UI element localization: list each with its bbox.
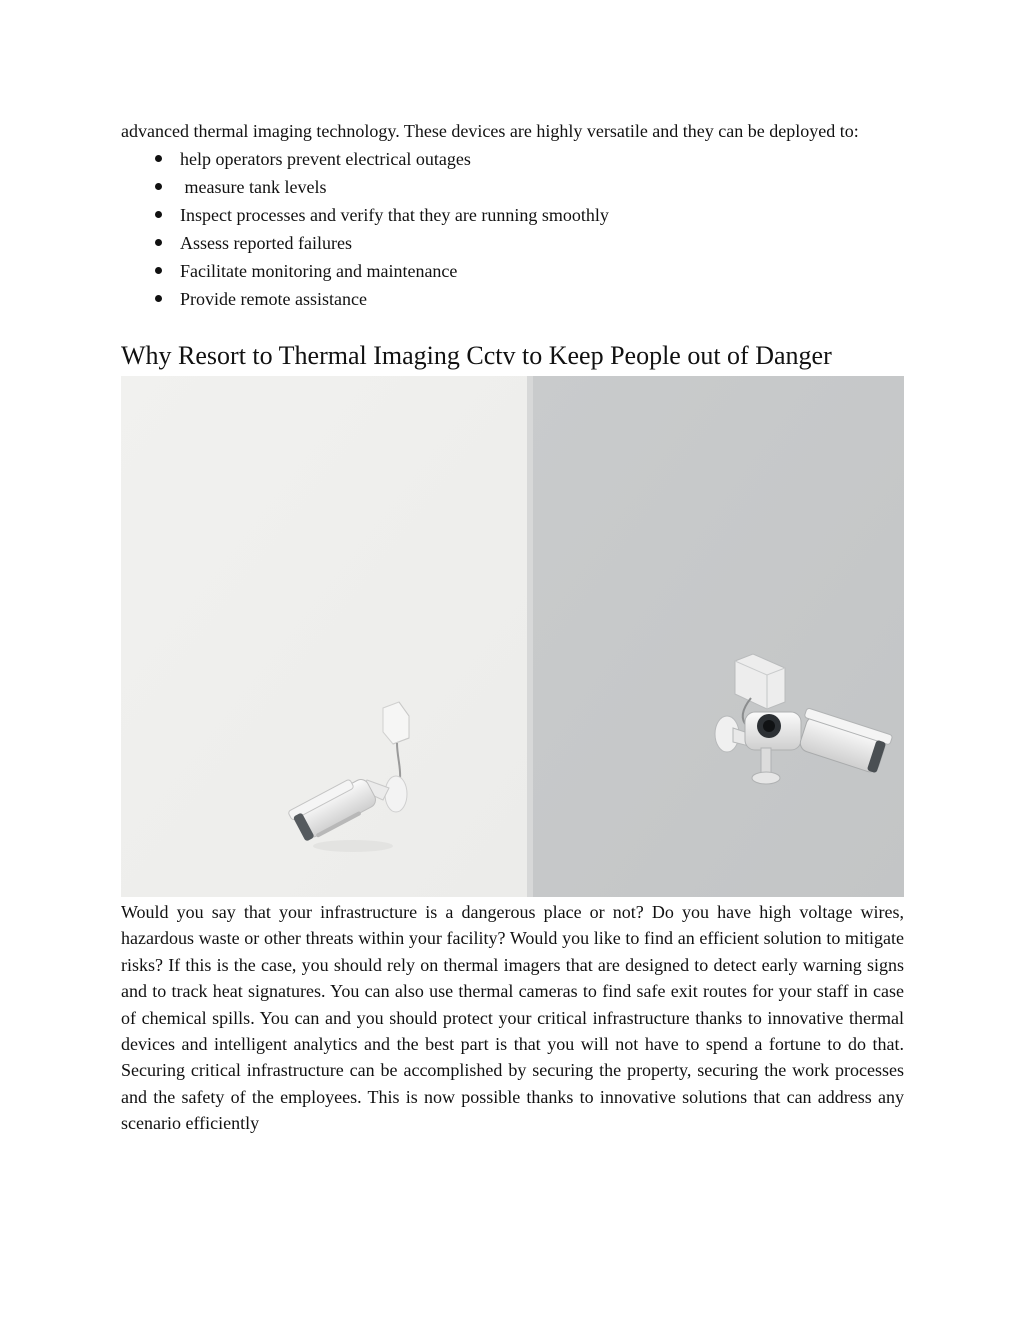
body-paragraph: Would you say that your infrastructure is a dangerous place or not? Do you have high voltage wires, hazardous waste or other threats within your facility? Would you like to find an efficient solution to mitigate risks? If this is the case, you should rely on thermal imagers that are designed to detect early warning signs and to track heat signatures. You can also use thermal cameras to find safe exit routes for your staff in case of chemical spills. You can and you should protect your critical infrastructure thanks to innovative thermal devices and intelligent analytics and the best part is that you will not have to spend a fortune to do that. Securing critical infrastructure can be accomplished by securing the property, securing the work processes and the safety of the employees. This is now possible thanks to innovative solutions that can address any scenario efficiently [121, 902, 904, 1134]
capabilities-list [121, 145, 904, 313]
bullet-icon [155, 239, 162, 246]
list-item [121, 201, 904, 229]
list-item [121, 257, 904, 285]
list-item [121, 229, 904, 257]
intro-paragraph: advanced thermal imaging technology. These devices are highly versatile and they can be deployed to: [121, 121, 859, 141]
list-item-text: Assess reported failures [180, 233, 352, 253]
section-heading: Why Resort to Thermal Imaging Cctv to Keep People out of Danger [121, 341, 832, 370]
list-item [121, 145, 904, 173]
bullet-icon [155, 267, 162, 274]
cctv-cameras-photo [121, 376, 904, 897]
list-item-text: help operators prevent electrical outages [180, 149, 471, 169]
list-item [121, 173, 904, 201]
list-item-text: Facilitate monitoring and maintenance [180, 261, 458, 281]
bullet-icon [155, 295, 162, 302]
bullet-icon [155, 183, 162, 190]
bullet-icon [155, 211, 162, 218]
list-item [121, 285, 904, 313]
list-item-text: Provide remote assistance [180, 289, 367, 309]
list-item-text: measure tank levels [180, 177, 327, 197]
list-item-text: Inspect processes and verify that they are running smoothly [180, 205, 609, 225]
bullet-icon [155, 155, 162, 162]
document-page [121, 118, 904, 1137]
